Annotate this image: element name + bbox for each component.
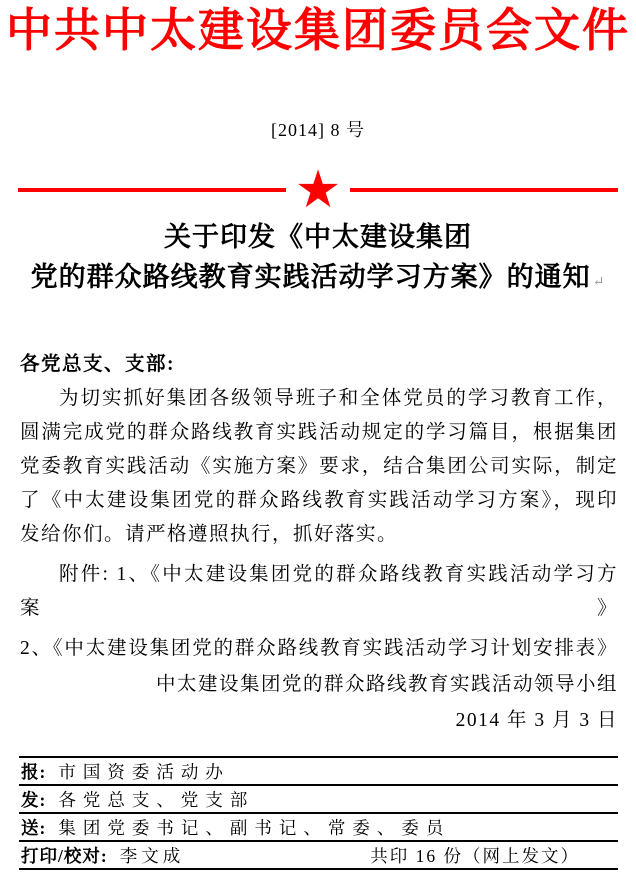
body-line: 党委教育实践活动《实施方案》要求，结合集团公司实际，制定: [20, 456, 618, 477]
signature-org: 中太建设集团党的群众路线教育实践活动领导小组: [155, 674, 618, 695]
footer-row-report: [19, 758, 618, 786]
footer-row-label: 发:: [21, 789, 47, 810]
org-title: 中共中太建设集团委员会文件: [6, 5, 630, 56]
doc-number: [2014] 8 号: [271, 120, 365, 140]
doc-title-line2-text: 党的群众路线教育实践活动学习方案》的通知: [30, 262, 591, 292]
footer-row-label: 送:: [21, 817, 47, 838]
footer-row-print: [19, 842, 618, 870]
footer-row-value: 市国资委活动办: [58, 761, 230, 782]
footer-row-send: [19, 814, 618, 842]
footer-row-value: 李文成: [119, 845, 185, 866]
body-line: 圆满完成党的群众路线教育实践活动规定的学习篇目，根据集团: [20, 422, 618, 443]
red-rule-right: [350, 188, 618, 192]
body-line: 为切实抓好集团各级领导班子和全体党员的学习教育工作，: [59, 388, 618, 409]
body-line: 了《中太建设集团党的群众路线教育实践活动学习方案》，现印: [20, 490, 618, 511]
body-content: [20, 348, 618, 666]
footer-row-label: 报:: [21, 761, 47, 782]
doc-title-line2: [0, 257, 636, 303]
doc-title: [0, 217, 636, 303]
red-rule-left: [18, 188, 286, 192]
body-line: 发给你们。请严格遵照执行，抓好落实。: [20, 524, 399, 545]
signature-block: [20, 667, 618, 739]
footer-table: [19, 756, 618, 870]
footer-row-issue: [19, 786, 618, 814]
salutation: 各党总支、支部:: [20, 354, 175, 375]
attachment-line-1: 附件: 1、《中太建设集团党的群众路线教育实践活动学习方案》: [20, 564, 618, 619]
footer-row-label: 打印/校对:: [21, 845, 108, 866]
signature-date: 2014 年 3 月 3 日: [455, 710, 618, 731]
attachment-line-2: 2、《中太建设集团党的群众路线教育实践活动学习计划安排表》: [20, 638, 618, 659]
footer-row-value: 集团党委书记、副书记、常委、委员: [58, 817, 451, 838]
paragraph-mark-icon: ↵: [592, 275, 606, 290]
footer-row-value: 各党总支、党支部: [58, 789, 255, 810]
doc-title-line1: 关于印发《中太建设集团: [164, 222, 472, 252]
copies-note: 共印 16 份（网上发文）: [370, 845, 580, 866]
red-separator: [18, 160, 618, 220]
star-icon: ★: [294, 160, 342, 220]
